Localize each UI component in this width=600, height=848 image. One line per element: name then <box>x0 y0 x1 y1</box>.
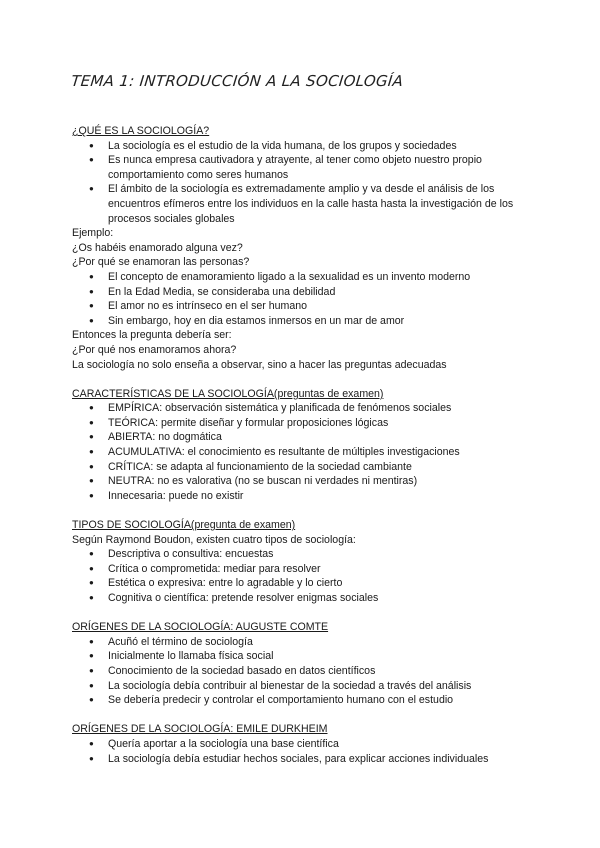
list-item: ● Sin embargo, hoy en dia estamos inmersos en un mar de amor <box>72 314 532 329</box>
section-caracteristicas <box>72 387 532 504</box>
document-body <box>72 124 532 766</box>
bullet-list <box>72 270 532 328</box>
list-item: ● TEÓRICA: permite diseñar y formular proposiciones lógicas <box>72 416 532 431</box>
bullet-list <box>72 547 532 605</box>
bullet-list <box>72 737 532 766</box>
section-que-es <box>72 124 532 372</box>
bullet-list <box>72 401 532 503</box>
text-line: La sociología no solo enseña a observar, sino a hacer las preguntas adecuadas <box>72 358 447 371</box>
list-item: ● Cognitiva o científica: pretende resolver enigmas sociales <box>72 591 532 606</box>
list-item: ● ACUMULATIVA: el conocimiento es resultante de múltiples investigaciones <box>72 445 532 460</box>
list-item: ● La sociología debía contribuir al bienestar de la sociedad a través del análisis <box>72 679 532 694</box>
text-line: ¿Os habéis enamorado alguna vez? <box>72 241 243 254</box>
list-item: ● NEUTRA: no es valorativa (no se buscan ni verdades ni mentiras) <box>72 474 532 489</box>
list-item: ● Es nunca empresa cautivadora y atrayente, al tener como objeto nuestro propio comportamiento como seres humanos <box>72 153 532 182</box>
list-item: ● CRÍTICA: se adapta al funcionamiento de la sociedad cambiante <box>72 460 532 475</box>
section-heading: ORÍGENES DE LA SOCIOLOGÍA: AUGUSTE COMTE <box>72 621 329 634</box>
section-heading: ¿QUÉ ES LA SOCIOLOGÍA? <box>72 125 210 137</box>
list-item: ● La sociología es el estudio de la vida humana, de los grupos y sociedades <box>72 139 532 154</box>
list-item: ● Innecesaria: puede no existir <box>72 489 532 504</box>
spacer <box>72 606 532 621</box>
list-item: ● El concepto de enamoramiento ligado a la sexualidad es un invento moderno <box>72 270 532 285</box>
list-item: ● El amor no es intrínseco en el ser humano <box>72 299 532 314</box>
section-heading: CARACTERÍSTICAS DE LA SOCIOLOGÍA(preguntas de examen) <box>72 387 384 400</box>
list-item: ● Inicialmente lo llamaba física social <box>72 649 532 664</box>
section-durkheim <box>72 722 532 766</box>
list-item: ● Se debería predecir y controlar el comportamiento humano con el estudio <box>72 693 532 708</box>
section-heading: TIPOS DE SOCIOLOGÍA(pregunta de examen) <box>72 519 296 532</box>
list-item: ● Acuñó el término de sociología <box>72 635 532 650</box>
list-item: ● Descriptiva o consultiva: encuestas <box>72 547 532 562</box>
list-item: ● La sociología debía estudiar hechos sociales, para explicar acciones individuales <box>72 752 532 767</box>
list-item: ● Quería aportar a la sociología una base científica <box>72 737 532 752</box>
text-line: ¿Por qué se enamoran las personas? <box>72 256 250 269</box>
bullet-list <box>72 139 532 227</box>
bullet-list <box>72 635 532 708</box>
text-line: ¿Por qué nos enamoramos ahora? <box>72 343 237 356</box>
section-comte <box>72 620 532 708</box>
list-item: ● El ámbito de la sociología es extremadamente amplio y va desde el análisis de los encuentros efímeros entre los individuos en la calle hasta hasta la investigación de los procesos sociales globales <box>72 182 532 226</box>
list-item: ● EMPÍRICA: observación sistemática y planificada de fenómenos sociales <box>72 401 532 416</box>
spacer <box>72 372 532 387</box>
list-item: ● Estética o expresiva: entre lo agradable y lo cierto <box>72 576 532 591</box>
text-line: Según Raymond Boudon, existen cuatro tipos de sociología: <box>72 533 356 546</box>
list-item: ● Conocimiento de la sociedad basado en datos científicos <box>72 664 532 679</box>
document-title: TEMA 1: INTRODUCCIÓN A LA SOCIOLOGÍA <box>70 72 405 90</box>
text-line: Ejemplo: <box>72 227 114 240</box>
section-tipos <box>72 518 532 606</box>
spacer <box>72 503 532 518</box>
list-item: ● Crítica o comprometida: mediar para resolver <box>72 562 532 577</box>
text-line: Entonces la pregunta debería ser: <box>72 329 232 342</box>
list-item: ● En la Edad Media, se consideraba una debilidad <box>72 285 532 300</box>
section-heading: ORÍGENES DE LA SOCIOLOGÍA: EMILE DURKHEIM <box>72 723 328 736</box>
list-item: ● ABIERTA: no dogmática <box>72 430 532 445</box>
spacer <box>72 708 532 723</box>
